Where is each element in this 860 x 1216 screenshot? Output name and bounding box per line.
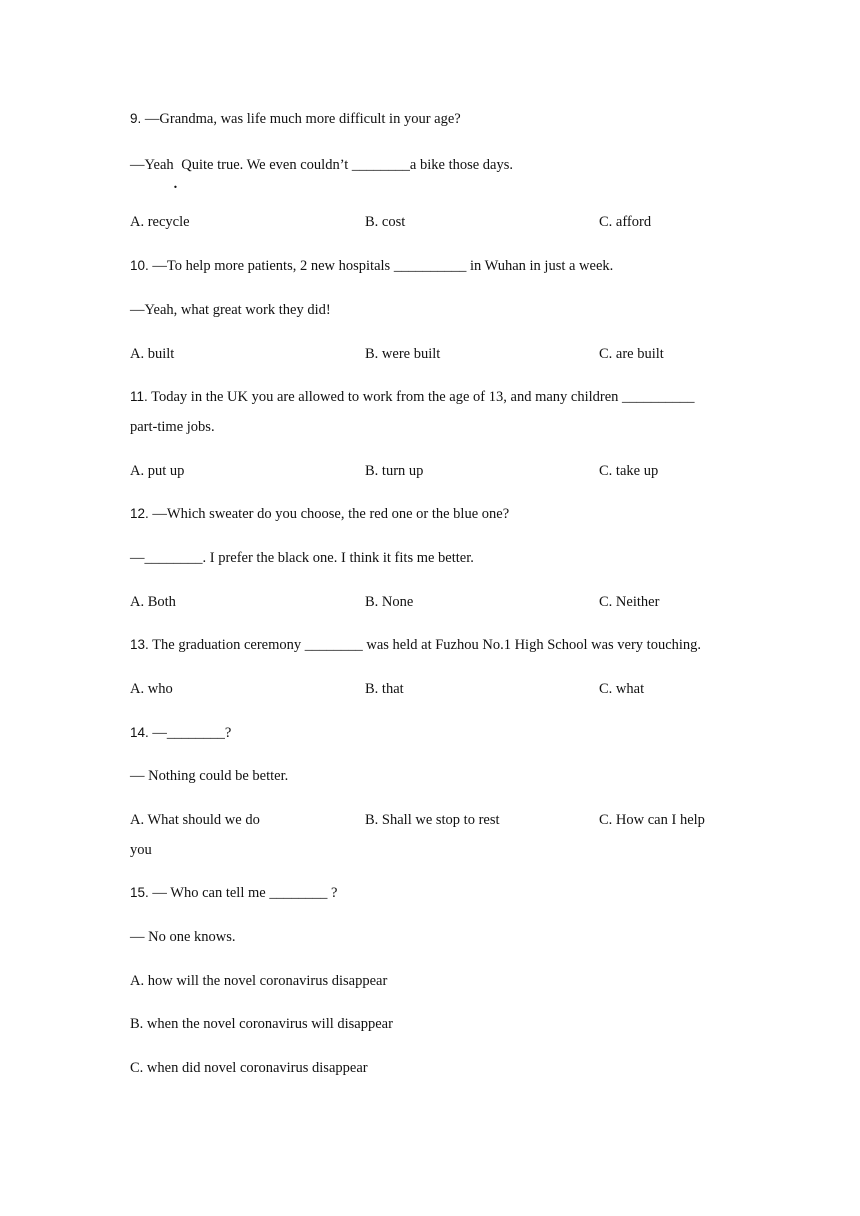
question-number: 15. <box>130 885 149 900</box>
question-9-option-c: C. afford <box>599 214 652 230</box>
reply-text-b: Quite true. We even couldn’t ________a bike those days. <box>181 157 514 173</box>
question-11-stem-cont: part-time jobs. <box>130 419 215 435</box>
stem-text: Today in the UK you are allowed to work from the age of 13, and many children __________ <box>151 389 695 405</box>
question-14-option-a: A. What should we do <box>130 812 260 828</box>
question-12-option-c: C. Neither <box>599 594 660 610</box>
question-number: 14. <box>130 725 149 740</box>
stem-text: — Who can tell me ________ ? <box>152 885 338 901</box>
question-15-stem <box>130 884 337 902</box>
stem-text: The graduation ceremony ________ was held at Fuzhou No.1 High School was very touching. <box>152 637 702 653</box>
question-12-stem <box>130 505 509 523</box>
question-9-option-a: A. recycle <box>130 214 190 230</box>
question-15-option-a: A. how will the novel coronavirus disappear <box>130 973 388 989</box>
question-9-stem <box>130 110 461 128</box>
question-14-option-b: B. Shall we stop to rest <box>365 812 500 828</box>
question-13-option-c: C. what <box>599 681 645 697</box>
stem-text: —Grandma, was life much more difficult in your age? <box>144 111 461 127</box>
question-15-option-b: B. when the novel coronavirus will disappear <box>130 1016 393 1032</box>
question-12-option-a: A. Both <box>130 594 176 610</box>
question-number: 12. <box>130 506 149 521</box>
question-13-option-b: B. that <box>365 681 404 697</box>
question-12-option-b: B. None <box>365 594 414 610</box>
question-14-option-c: C. How can I help <box>599 812 705 828</box>
question-15-reply: — No one knows. <box>130 929 236 945</box>
question-11-option-c: C. take up <box>599 463 659 479</box>
question-number: 9. <box>130 111 142 126</box>
question-number: 11. <box>130 389 148 404</box>
question-9-option-b: B. cost <box>365 214 406 230</box>
question-10-option-c: C. are built <box>599 346 664 362</box>
question-14-stem <box>130 724 231 742</box>
question-9-reply <box>130 156 513 174</box>
question-11-option-b: B. turn up <box>365 463 424 479</box>
question-15-option-c: C. when did novel coronavirus disappear <box>130 1060 368 1076</box>
question-13-stem <box>130 636 701 654</box>
question-number: 13. <box>130 637 149 652</box>
question-10-stem <box>130 257 613 275</box>
stem-text: —Which sweater do you choose, the red one or the blue one? <box>152 506 510 522</box>
question-13-option-a: A. who <box>130 681 173 697</box>
question-10-reply: —Yeah, what great work they did! <box>130 302 331 318</box>
question-14-reply: — Nothing could be better. <box>130 768 289 784</box>
question-14-option-c-wrap: you <box>130 842 152 858</box>
stem-text: —________? <box>152 725 232 741</box>
question-number: 10. <box>130 258 149 273</box>
question-11-option-a: A. put up <box>130 463 185 479</box>
question-10-option-a: A. built <box>130 346 175 362</box>
question-10-option-b: B. were built <box>365 346 441 362</box>
question-12-reply: —________. I prefer the black one. I think it fits me better. <box>130 550 474 566</box>
reply-text-a: —Yeah <box>130 157 174 173</box>
question-11-stem <box>130 388 695 406</box>
stem-text: —To help more patients, 2 new hospitals __________ in Wuhan in just a week. <box>152 258 614 274</box>
